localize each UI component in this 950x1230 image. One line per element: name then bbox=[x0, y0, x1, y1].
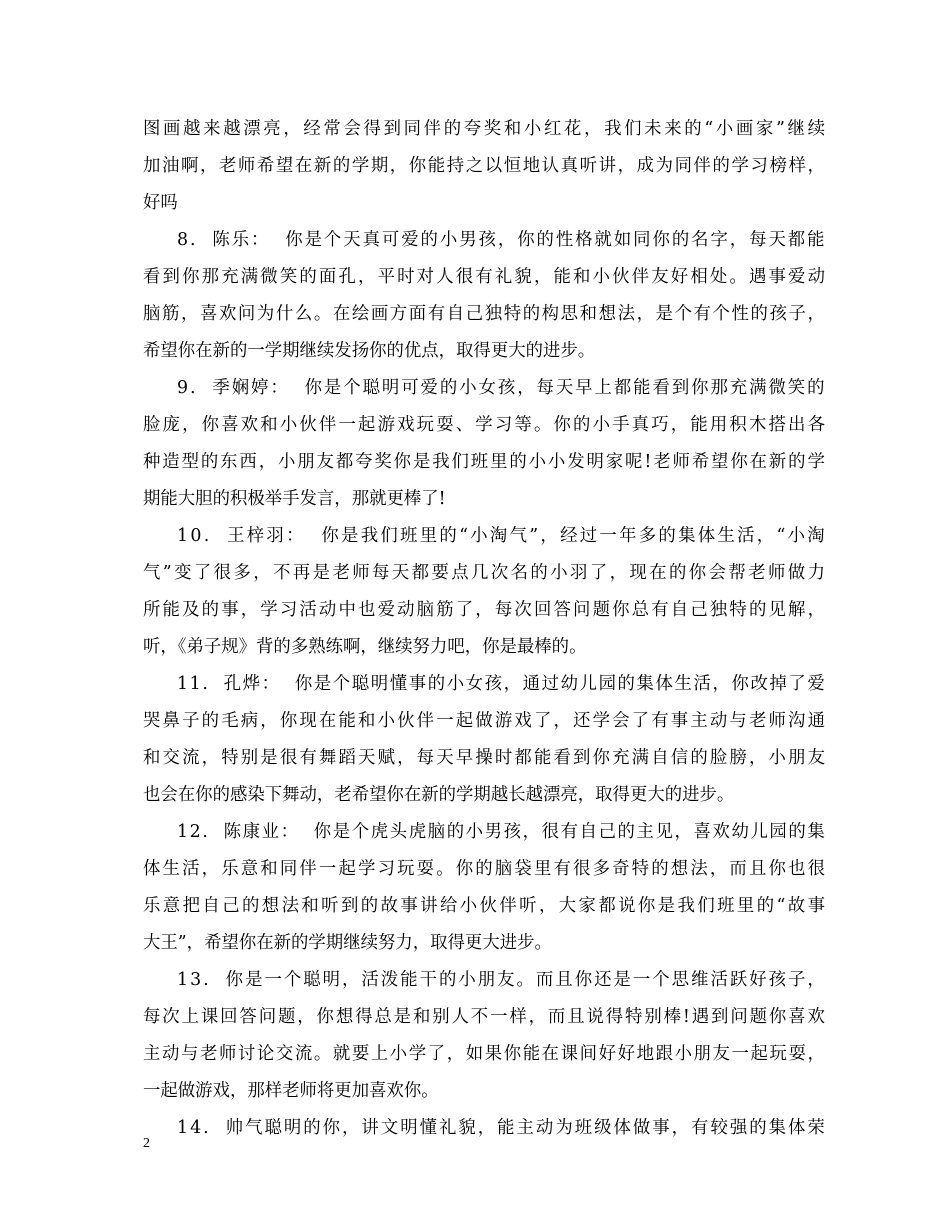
text-line: 加 油 啊 ， 老 师 希 望 在 新 的 学 期 ， 你 能 持 之 以 恒 地 认 真 听 讲 ， 成 为 同 伴 的 学 习 榜 样 ， bbox=[143, 156, 825, 176]
text-line: 一起做游戏，那样老师将更加喜欢你。 bbox=[143, 1081, 439, 1101]
text-line: 所 能 及 的 事 ， 学 习 活 动 中 也 爱 动 脑 筋 了 ， 每 次 回 答 问 题 你 总 有 自 己 独 特 的 见 解 ， bbox=[143, 600, 825, 620]
text-line: 1 4 . 帅 气 聪 明 的 你 ， 讲 文 明 懂 礼 貌 ， 能 主 动 为 班 级 体 做 事 ， 有 较 强 的 集 体 荣 bbox=[177, 1118, 825, 1138]
text-line: 每 次 上 课 回 答 问 题 ， 你 想 得 总 是 和 别 人 不 一 样 ， 而 且 说 得 特 别 棒 ! 遇 到 问 题 你 喜 欢 bbox=[143, 1007, 825, 1027]
document-body bbox=[143, 111, 825, 1147]
text-line: 体 生 活 ， 乐 意 和 同 伴 一 起 学 习 玩 耍 。 你 的 脑 袋 里 有 很 多 奇 特 的 想 法 ， 而 且 你 也 很 bbox=[143, 859, 825, 879]
page-number: 2 bbox=[143, 1136, 150, 1151]
text-line: 和 交 流 ， 特 别 是 很 有 舞 蹈 天 赋 ， 每 天 早 操 时 都 能 看 到 你 充 满 自 信 的 脸 膀 ， 小 朋 友 bbox=[143, 748, 825, 768]
text-line: 1 0 . 王 梓 羽 ： 你 是 我 们 班 里 的 “ 小 淘 气 ” ， 经 过 一 年 多 的 集 体 生 活 ， “ 小 淘 bbox=[177, 526, 825, 546]
text-line: 1 1 . 孔 烨 ： 你 是 个 聪 明 懂 事 的 小 女 孩 ， 通 过 幼 儿 园 的 集 体 生 活 ， 你 改 掉 了 爱 bbox=[177, 674, 825, 694]
text-line: 9 . 季 娴 婷 ： 你 是 个 聪 明 可 爱 的 小 女 孩 ， 每 天 早 上 都 能 看 到 你 那 充 满 微 笑 的 bbox=[177, 378, 825, 398]
text-line: 主 动 与 老 师 讨 论 交 流 。 就 要 上 小 学 了 ， 如 果 你 能 在 课 间 好 好 地 跟 小 朋 友 一 起 玩 耍 ， bbox=[143, 1044, 825, 1064]
text-line: 气 ” 变 了 很 多 ， 不 再 是 老 师 每 天 都 要 点 几 次 名 的 小 羽 了 ， 现 在 的 你 会 帮 老 师 做 力 bbox=[143, 563, 825, 583]
text-line: 1 2 . 陈 康 业 ： 你 是 个 虎 头 虎 脑 的 小 男 孩 ， 很 有 自 己 的 主 见 ， 喜 欢 幼 儿 园 的 集 bbox=[177, 822, 825, 842]
text-line: 哭 鼻 子 的 毛 病 ， 你 现 在 能 和 小 伙 伴 一 起 做 游 戏 了 ， 还 学 会 了 有 事 主 动 与 老 师 沟 通 bbox=[143, 711, 825, 731]
text-line: 大王”，希望你在新的学期继续努力，取得更大进步。 bbox=[143, 933, 552, 953]
text-line: 8 . 陈 乐 ： 你 是 个 天 真 可 爱 的 小 男 孩 ， 你 的 性 格 就 如 同 你 的 名 字 ， 每 天 都 能 bbox=[177, 230, 825, 250]
text-line: 也会在你的感染下舞动，老希望你在新的学期越长越漂亮，取得更大的进步。 bbox=[143, 785, 735, 805]
text-line: 听，《弟子规》背的多熟练啊，继续努力吧，你是最棒的。 bbox=[143, 637, 587, 657]
text-line: 1 3 . 你 是 一 个 聪 明 ， 活 泼 能 干 的 小 朋 友 。 而 且 你 还 是 一 个 思 维 活 跃 好 孩 子 ， bbox=[177, 970, 825, 990]
text-line: 乐 意 把 自 己 的 想 法 和 听 到 的 故 事 讲 给 小 伙 伴 听 ， 大 家 都 说 你 是 我 们 班 里 的 “ 故 事 bbox=[143, 896, 825, 916]
text-line: 脑 筋 ， 喜 欢 问 为 什 么 。 在 绘 画 方 面 有 自 己 独 特 的 构 思 和 想 法 ， 是 个 有 个 性 的 孩 子 ， bbox=[143, 304, 825, 324]
text-line: 种 造 型 的 东 西 ， 小 朋 友 都 夸 奖 你 是 我 们 班 里 的 小 小 发 明 家 呢 ! 老 师 希 望 你 在 新 的 学 bbox=[143, 452, 825, 472]
text-line: 好吗 bbox=[143, 193, 178, 213]
text-line: 希望你在新的一学期继续发扬你的优点，取得更大的进步。 bbox=[143, 341, 596, 361]
text-line: 图 画 越 来 越 漂 亮 ， 经 常 会 得 到 同 伴 的 夸 奖 和 小 红 花 ， 我 们 未 来 的 “ 小 画 家 ” 继 续 bbox=[143, 119, 825, 139]
text-line: 看 到 你 那 充 满 微 笑 的 面 孔 ， 平 时 对 人 很 有 礼 貌 ， 能 和 小 伙 伴 友 好 相 处 。 遇 事 爱 动 bbox=[143, 267, 825, 287]
text-line: 期能大胆的积极举手发言，那就更棒了! bbox=[143, 489, 446, 509]
text-line: 脸 庞 ， 你 喜 欢 和 小 伙 伴 一 起 游 戏 玩 耍 、 学 习 等 。 你 的 小 手 真 巧 ， 能 用 积 木 搭 出 各 bbox=[143, 415, 825, 435]
